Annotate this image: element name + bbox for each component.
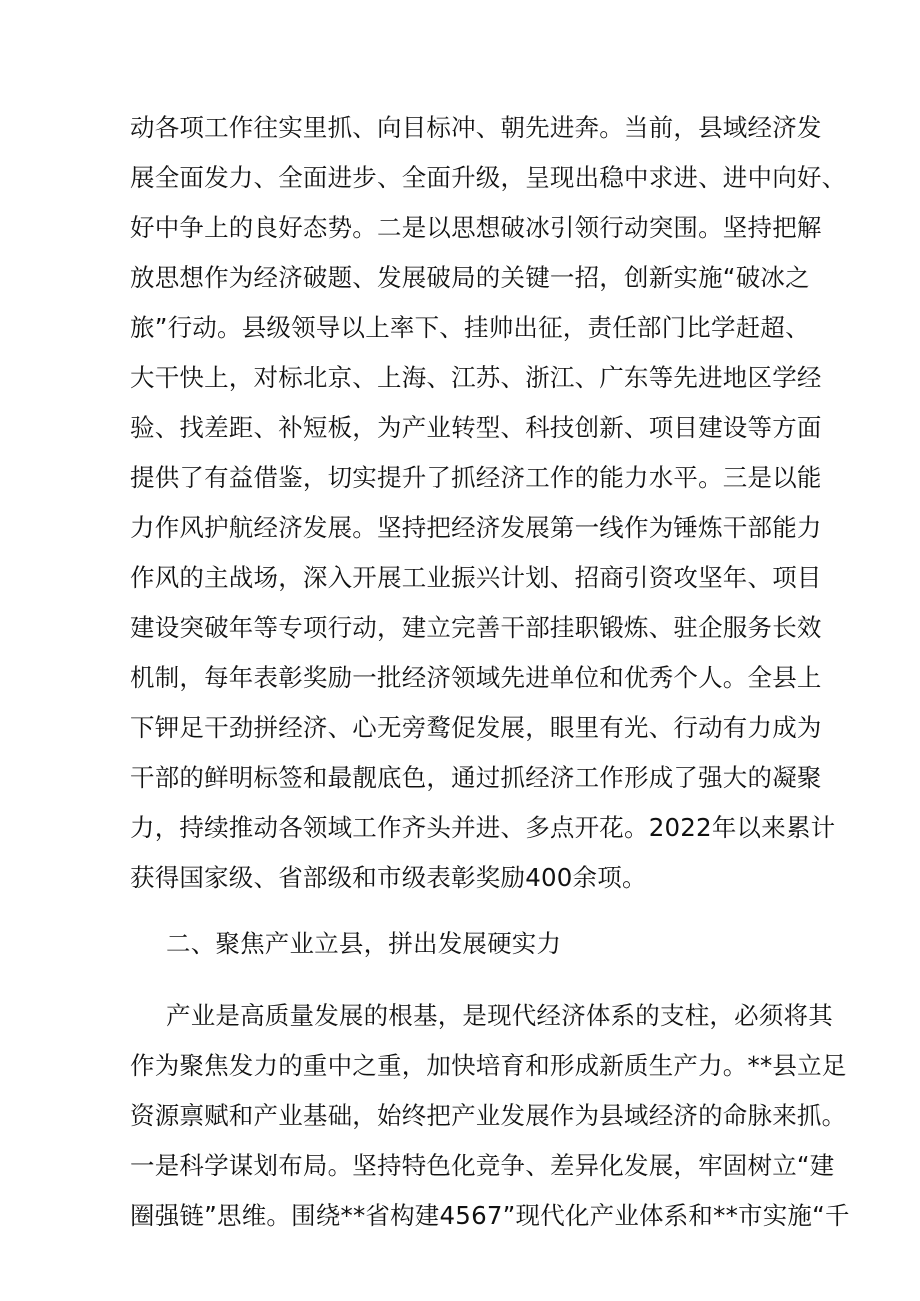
paragraph-line: 机制，每年表彰奖励一批经济领域先进单位和优秀个人。全县上 bbox=[130, 663, 822, 692]
paragraph-line: 动各项工作往实里抓、向目标冲、朝先进奔。当前，县域经济发 bbox=[130, 113, 822, 142]
paragraph-line: 放思想作为经济破题、发展破局的关键一招，创新实施“破冰之 bbox=[130, 263, 810, 292]
paragraph-line: 旅”行动。县级领导以上率下、挂帅出征，责任部门比学赶超、 bbox=[130, 313, 810, 342]
paragraph-line: 力，持续推动各领域工作齐头并进、多点开花。2022年以来累计 bbox=[130, 813, 836, 842]
paragraph-line: 展全面发力、全面进步、全面升级，呈现出稳中求进、进中向好、 bbox=[130, 163, 847, 192]
paragraph-line: 圈强链”思维。围绕**省构建4567”现代化产业体系和**市实施“千 bbox=[130, 1201, 850, 1230]
paragraph-line: 一是科学谋划布局。坚持特色化竞争、差异化发展，牢固树立“建 bbox=[130, 1151, 835, 1180]
paragraph-line: 建设突破年等专项行动，建立完善干部挂职锻炼、驻企服务长效 bbox=[130, 613, 822, 642]
paragraph-line: 验、找差距、补短板，为产业转型、科技创新、项目建设等方面 bbox=[130, 413, 822, 442]
paragraph-line: 干部的鲜明标签和最靓底色，通过抓经济工作形成了强大的凝聚 bbox=[130, 763, 822, 792]
paragraph-line: 产业是高质量发展的根基，是现代经济体系的支柱，必须将其 bbox=[166, 1001, 833, 1030]
paragraph-line: 资源禀赋和产业基础，始终把产业发展作为县域经济的命脉来抓。 bbox=[130, 1101, 847, 1130]
paragraph-line: 作为聚焦发力的重中之重，加快培育和形成新质生产力。**县立足 bbox=[130, 1051, 847, 1080]
section-heading: 二、聚焦产业立县，拼出发展硬实力 bbox=[166, 929, 562, 958]
paragraph-line: 大干快上，对标北京、上海、江苏、浙江、广东等先进地区学经 bbox=[130, 363, 822, 392]
paragraph-line: 提供了有益借鉴，切实提升了抓经济工作的能力水平。三是以能 bbox=[130, 463, 822, 492]
paragraph-line: 作风的主战场，深入开展工业振兴计划、招商引资攻坚年、项目 bbox=[130, 563, 822, 592]
paragraph-line: 下钾足干劲拼经济、心无旁鹜促发展，眼里有光、行动有力成为 bbox=[130, 713, 822, 742]
paragraph-line: 好中争上的良好态势。二是以思想破冰引领行动突围。坚持把解 bbox=[130, 213, 822, 242]
paragraph-line: 力作风护航经济发展。坚持把经济发展第一线作为锤炼干部能力 bbox=[130, 513, 822, 542]
paragraph-line: 获得国家级、省部级和市级表彰奖励400余项。 bbox=[130, 863, 647, 892]
